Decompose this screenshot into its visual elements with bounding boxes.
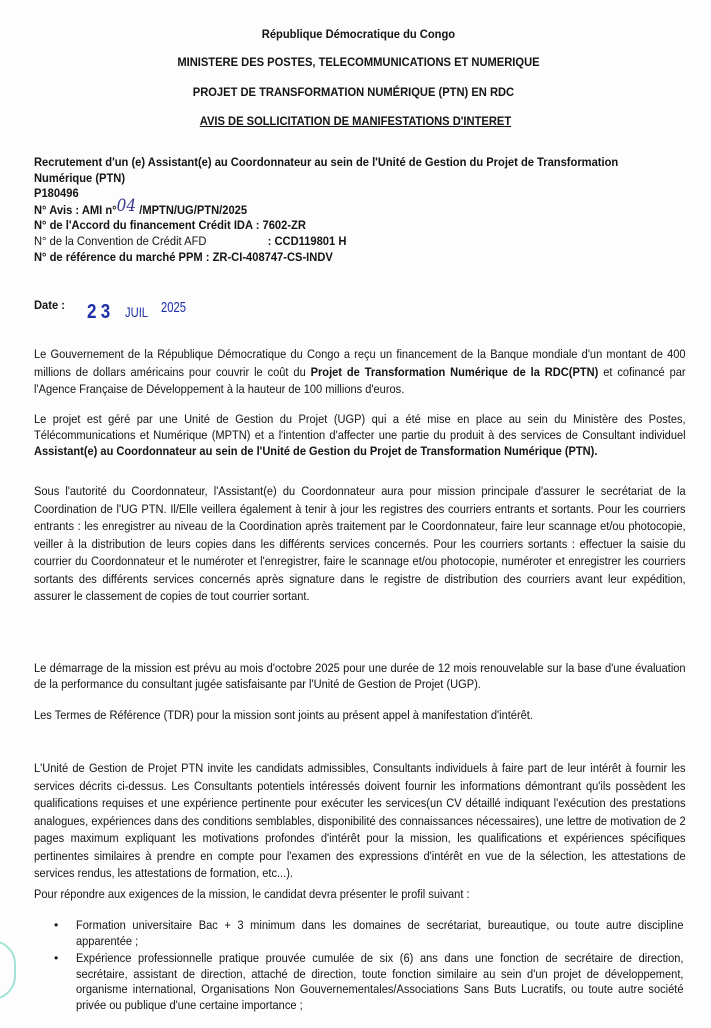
- ministry-heading: MINISTERE DES POSTES, TELECOMMUNICATIONS ET NUMERIQUE: [177, 55, 540, 69]
- recruitment-title-cont: Numérique (PTN): [34, 170, 126, 185]
- list-item: • Expérience professionnelle pratique prouvée cumulée de six (6) ans dans une fonction de secrétaire de direction, secrétaire, assistant de direction, attaché de direction, toute fonction similaire au sein d'un projet de développement, organisme international, Organisations Non Gouvernementales/Associations Sans Buts Lucratifs, ou toute autre société privée ou publique d'une certaine importance ;: [54, 951, 684, 1012]
- paragraph-start-date: Le démarrage de la mission est prévu au mois d'octobre 2025 pour une durée de 12 mois renouvelable sur la base d'une évaluation de la performance du consultant jugée satisfaisante par l'Unité de Gestion de Projet (UGP).: [34, 661, 686, 691]
- list-item: • Formation universitaire Bac + 3 minimum dans les domaines de secrétariat, bureautique, ou toute autre discipline apparentée ;: [54, 918, 684, 948]
- paragraph-tor: Les Termes de Référence (TDR) pour la mission sont joints au présent appel à manifestation d'intérêt.: [34, 708, 533, 722]
- ida-credit-number: N° de l'Accord du financement Crédit IDA : 7602-ZR: [34, 218, 306, 233]
- paragraph-project-management: Le projet est géré par une Unité de Gestion du Projet (UGP) qui a été mise en place au sein du Ministère des Postes, Télécommunications et Numérique (MPTN) et a l'intention d'affecter une partie du produit à des services de Consultant individuel Assistant(e) au Coordonnateur au sein de l'Unité de Gestion du Projet de Transformation Numérique (PTN).: [34, 412, 686, 458]
- margin-scan-mark: [0, 940, 16, 1000]
- project-id: P180496: [34, 186, 79, 201]
- date-stamp-day: 23: [87, 301, 115, 323]
- paragraph-invitation: L'Unité de Gestion de Projet PTN invite les candidats admissibles, Consultants individuels à faire part de leur intérêt à fournir les services décrits ci-dessus. Les Consultants potentiels intéressés doivent fournir les informations démontrant qu'ils possèdent les qualifications requises et une expérience pertinente pour exécuter les services(un CV détaillé indiquant l'exécution des prestations analogues, expériences dans des conditions semblables, disponibilité des connaissances nécessaires), une lettre de motivation de 2 pages maximum expliquant les motivations profondes d'intérêt pour la mission, les qualifications et expériences spécifiques pertinentes similaires à prendre en compte pour l'examen des expressions d'intérêt en vue de la sélection, les attestations de services rendus, les attestations de formation, etc...).: [34, 761, 686, 880]
- recruitment-title: Recrutement d'un (e) Assistant(e) au Coordonnateur au sein de l'Unité de Gestion du Projet de Transformation: [34, 155, 619, 169]
- bullet-icon: •: [54, 951, 59, 966]
- paragraph-profile-intro: Pour répondre aux exigences de la mission, le candidat devra présenter le profil suivant :: [34, 887, 470, 901]
- afd-credit-number: N° de la Convention de Crédit AFD : CCD119801 H: [34, 233, 347, 248]
- handwritten-number: 04: [116, 195, 137, 216]
- bullet-icon: •: [54, 918, 59, 932]
- paragraph-mission: Sous l'autorité du Coordonnateur, l'Assistant(e) du Coordonnateur aura pour mission principale d'assurer le secrétariat de la Coordination de l'UG PTN. Il/Elle veillera également à tenir à jour les registres des courriers entrants et sortants. Pour les courriers entrants : les enregistrer au niveau de la Coordination après traitement par le Coordonnateur, faire leur scannage et/ou photocopie, veiller à la distribution de leurs copies dans les différents services concernés. Pour les courriers sortants : effectuer la saisie du courrier du Coordonnateur et le numéroter et l'enregistrer, faire le scannage et/ou photocopie, numéroter et enregistrer les courriers sortants des différents services concernés après signature dans le registre de distribution des courriers avant leur expédition, assurer le classement de copies de tout courrier sortant.: [34, 484, 686, 603]
- requirements-list: [34, 918, 686, 1016]
- reference-block: [34, 155, 619, 265]
- project-heading: PROJET DE TRANSFORMATION NUMÉRIQUE (PTN) EN RDC: [192, 85, 515, 99]
- paragraph-financing: Le Gouvernement de la République Démocratique du Congo a reçu un financement de la Banque mondiale d'un montant de 400 millions de dollars américains pour couvrir le coût du Projet de Transformation Numérique de la RDC(PTN) et cofinancé par l'Agence Française de Développement à la hauteur de 100 millions d'euros.: [34, 347, 686, 396]
- notice-number: N° Avis : AMI n°04 /MPTN/UG/PTN/2025: [34, 195, 248, 217]
- date-stamp-year: 2025: [161, 299, 187, 316]
- ppm-reference: N° de référence du marché PPM : ZR-CI-408747-CS-INDV: [34, 249, 333, 264]
- date-stamp-month: JUIL: [125, 304, 149, 320]
- date-label: Date :: [34, 298, 65, 312]
- notice-title: AVIS DE SOLLICITATION DE MANIFESTATIONS D'INTERET: [199, 114, 512, 128]
- country-heading: République Démocratique du Congo: [261, 27, 456, 41]
